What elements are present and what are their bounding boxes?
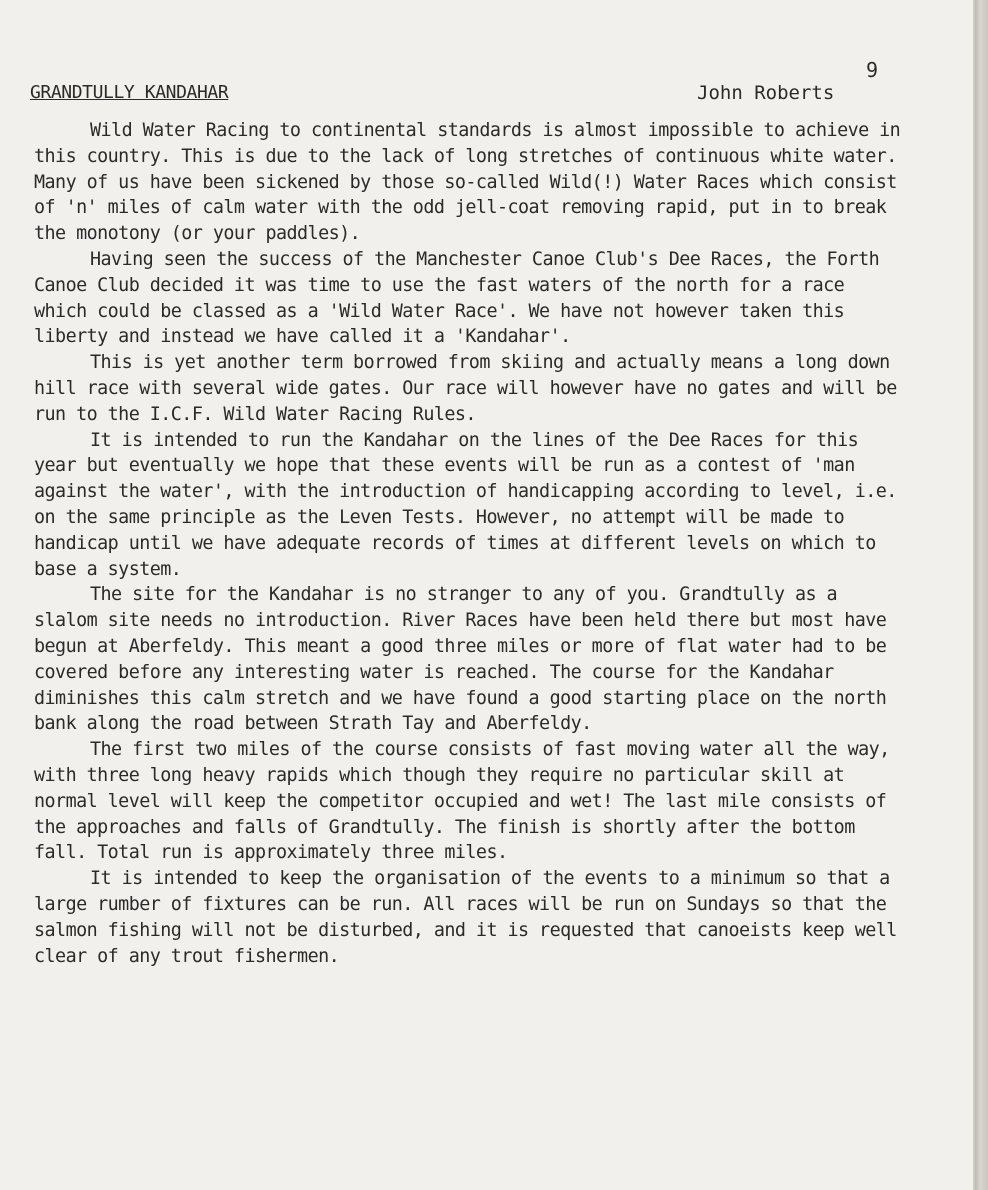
paragraph-7: It is intended to keep the organisation of the events to a minimum so that a large rumber of fixtures can be run. All races will be run on Sundays so that the salmon fishing will not be disturbed, and it is requested that canoeists keep well clear of any trout fishermen. [34,868,897,967]
article-title: GRANDTULLY KANDAHAR [30,82,229,103]
page-number: 9 [866,58,879,82]
article-header [30,82,850,108]
paragraph-6: The first two miles of the course consists of fast moving water all the way, with three long heavy rapids which though they require no particular skill at normal level will keep the competitor occupied and wet! The last mile consists of the approaches and falls of Grandtully. The finish is shortly after the bottom fall. Total run is approximately three miles. [34,739,890,864]
paragraph-2: Having seen the success of the Manchester Canoe Club's Dee Races, the Forth Canoe Club decided it was time to use the fast waters of the north for a race which could be classed as a 'Wild Water Race'. We have not however taken this liberty and instead we have called it a 'Kandahar'. [34,248,880,348]
article-body [34,118,904,969]
paragraph-1: Wild Water Racing to continental standards is almost impossible to achieve in this country. This is due to the lack of long stretches of continuous white water. Many of us have been sickened by those so-called Wild(!) Water Races which consist of 'n' miles of calm water with the odd jell-coat removing rapid, put in to break the monotony (or your paddles). [34,120,901,245]
article-author: John Roberts [697,82,835,104]
paragraph-5: The site for the Kandahar is no stranger to any of you. Grandtully as a slalom site needs no introduction. River Races have been held there but most have begun at Aberfeldy. This meant a good three miles or more of flat water had to be covered before any interesting water is reached. The course for the Kandahar diminishes this calm stretch and we have found a good starting place on the north bank along the road between Strath Tay and Aberfeldy. [34,584,887,735]
page-edge-shadow [975,0,988,1190]
paragraph-4: It is intended to run the Kandahar on the lines of the Dee Races for this year but eventually we hope that these events will be run as a contest of 'man against the water', with the introduction of handicapping according to level, i.e. on the same principle as the Leven Tests. However, no attempt will be made to handicap until we have adequate records of times at different levels on which to base a system. [34,429,897,580]
paragraph-3: This is yet another term borrowed from skiing and actually means a long down hill race with several wide gates. Our race will however have no gates and will be run to the I.C.F. Wild Water Racing Rules. [34,352,897,425]
